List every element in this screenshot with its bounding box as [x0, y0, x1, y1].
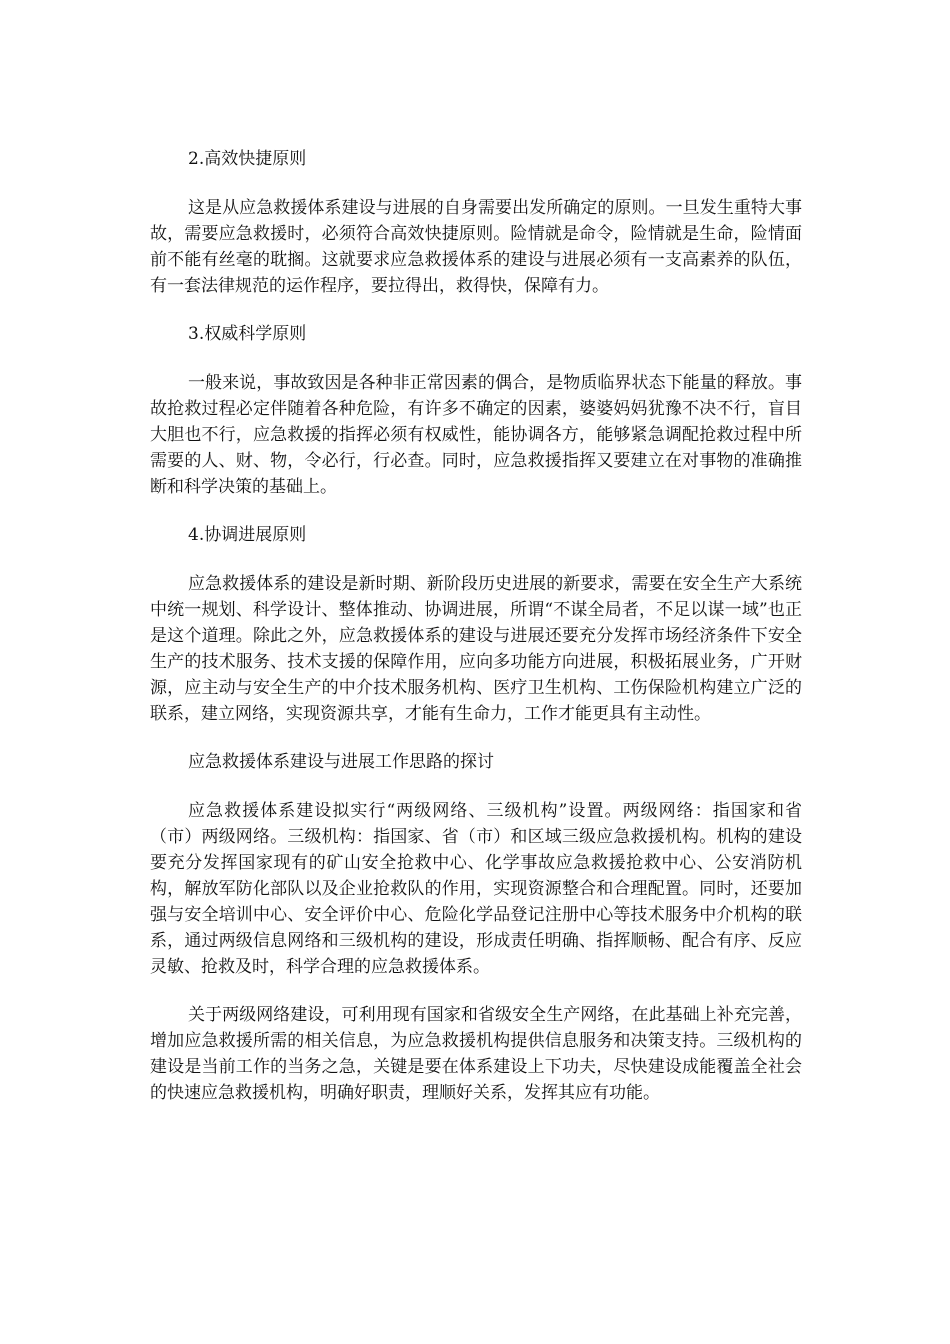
document-page [150, 146, 802, 1106]
section-paragraph-efficiency: 这是从应急救援体系建设与进展的自身需要出发所确定的原则。一旦发生重特大事故，需要应急救援时，必须符合高效快捷原则。险情就是命令，险情就是生命，险情面前不能有丝毫的耽搁。这就要求应急救援体系的建设与进展必须有一支高素养的队伍，有一套法律规范的运作程序，要拉得出，救得快，保障有力。 [150, 198, 802, 296]
section-heading-work-ideas: 应急救援体系建设与进展工作思路的探讨 [188, 752, 494, 772]
section-heading-efficiency: 2.高效快捷原则 [188, 149, 307, 169]
section-paragraph-work-ideas: 应急救援体系建设拟实行“两级网络、三级机构”设置。两级网络：指国家和省（市）两级网络。三级机构：指国家、省（市）和区域三级应急救援机构。机构的建设要充分发挥国家现有的矿山安全抢救中心、化学事故应急救援抢救中心、公安消防机构，解放军防化部队以及企业抢救队的作用，实现资源整合和合理配置。同时，还要加强与安全培训中心、安全评价中心、危险化学品登记注册中心等技术服务中介机构的联系，通过两级信息网络和三级机构的建设，形成责任明确、指挥顺畅、配合有序、反应灵敏、抢救及时，科学合理的应急救援体系。 [150, 801, 802, 977]
section-heading-authority: 3.权威科学原则 [188, 324, 307, 344]
closing-paragraph: 关于两级网络建设，可利用现有国家和省级安全生产网络，在此基础上补充完善，增加应急救援所需的相关信息，为应急救援机构提供信息服务和决策支持。三级机构的建设是当前工作的当务之急，关键是要在体系建设上下功夫，尽快建设成能覆盖全社会的快速应急救援机构，明确好职责，理顺好关系，发挥其应有功能。 [150, 1005, 802, 1103]
section-heading-coordination: 4.协调进展原则 [188, 525, 307, 545]
section-paragraph-authority: 一般来说，事故致因是各种非正常因素的偶合，是物质临界状态下能量的释放。事故抢救过程必定伴随着各种危险，有许多不确定的因素，婆婆妈妈犹豫不决不行，盲目大胆也不行，应急救援的指挥必须有权威性，能协调各方，能够紧急调配抢救过程中所需要的人、财、物，令必行，行必查。同时，应急救援指挥又要建立在对事物的准确推断和科学决策的基础上。 [150, 373, 802, 497]
section-paragraph-coordination: 应急救援体系的建设是新时期、新阶段历史进展的新要求，需要在安全生产大系统中统一规划、科学设计、整体推动、协调进展，所谓“不谋全局者，不足以谋一域”也正是这个道理。除此之外，应急救援体系的建设与进展还要充分发挥市场经济条件下安全生产的技术服务、技术支援的保障作用，应向多功能方向进展，积极拓展业务，广开财源，应主动与安全生产的中介技术服务机构、医疗卫生机构、工伤保险机构建立广泛的联系，建立网络，实现资源共享，才能有生命力，工作才能更具有主动性。 [150, 574, 802, 724]
